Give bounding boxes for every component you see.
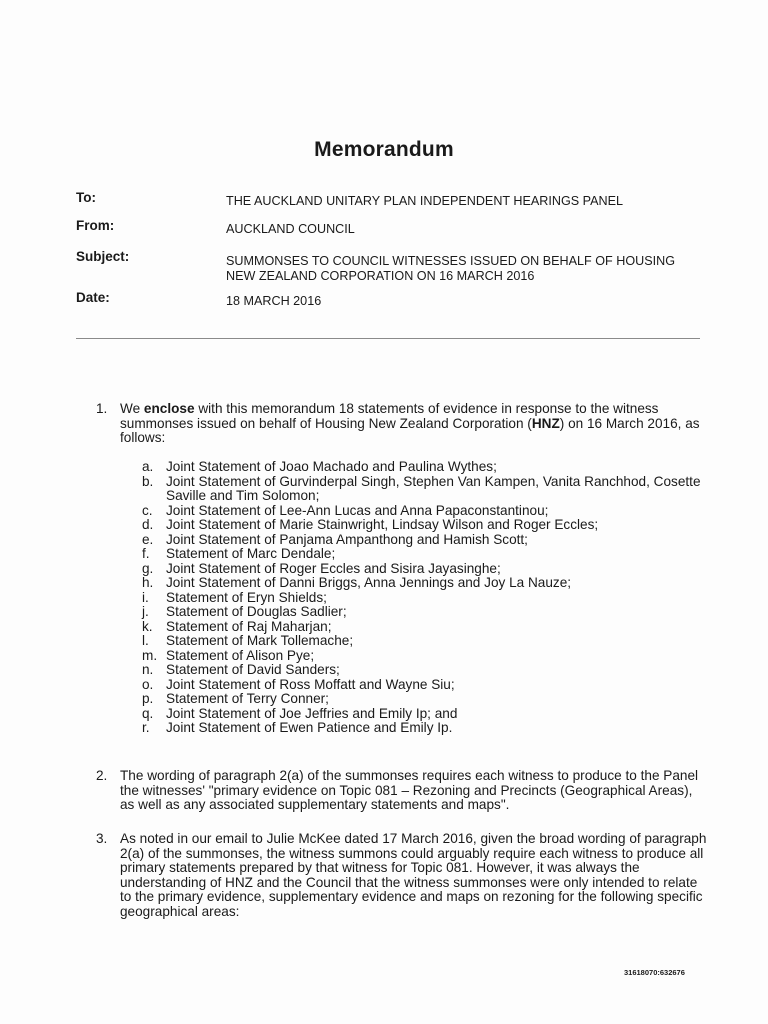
list-item (140, 649, 705, 664)
list-item (140, 460, 705, 475)
list-letter: p. (142, 691, 154, 706)
list-letter: o. (142, 676, 154, 692)
from-value: AUCKLAND COUNCIL (226, 222, 355, 236)
list-item-text: Joint Statement of Ewen Patience and Emily Ip. (166, 720, 453, 735)
list-letter: i. (142, 589, 149, 605)
list-letter: j. (142, 604, 149, 619)
list-item-text: Joint Statement of Gurvinderpal Singh, Stephen Van Kampen, Vanita Ranchhod, Cosette Saville and Tim Solomon; (166, 473, 701, 503)
list-item (140, 707, 705, 722)
list-item (140, 518, 705, 533)
list-item (140, 620, 705, 635)
from-label: From: (76, 218, 115, 233)
list-item-text: Joint Statement of Lee-Ann Lucas and Anna Papaconstantinou; (166, 502, 549, 518)
paragraph-2 (96, 769, 708, 813)
paragraph-bold-text: HNZ (531, 415, 560, 431)
list-letter: a. (142, 459, 154, 474)
list-letter: h. (142, 575, 154, 590)
list-item-text: Statement of Marc Dendale; (166, 546, 336, 561)
list-item-text: Joint Statement of Roger Eccles and Sisira Jayasinghe; (166, 560, 501, 576)
paragraph-text-part: We (120, 401, 144, 416)
list-letter: q. (142, 705, 154, 721)
paragraph-number: 2. (96, 768, 108, 783)
list-item (140, 576, 705, 591)
list-item-text: Joint Statement of Ross Moffatt and Wayne Siu; (166, 676, 455, 692)
paragraph-text: The wording of paragraph 2(a) of the summonses requires each witness to produce to the Panel the witnesses' "primary evidence on Topic 081 – Rezoning and Precincts (Geographical Areas), as well as any associated supplementary statements and maps". (120, 768, 699, 812)
list-item (140, 504, 705, 519)
paragraph-text (120, 402, 708, 446)
list-item (140, 678, 705, 693)
list-letter: m. (142, 647, 158, 663)
paragraph-text: As noted in our email to Julie McKee dated 17 March 2016, given the broad wording of paragraph 2(a) of the summonses, the witness summons could arguably require each witness to produce all primary statements prepared by that witness for Topic 081. However, it was always the understanding of HNZ and the Council that the witness summonses were only intended to relate to the primary evidence, supplementary evidence and maps on rezoning for the following specific geographical areas: (120, 831, 707, 919)
list-letter: l. (142, 633, 149, 648)
list-item-text: Statement of Terry Conner; (166, 691, 329, 706)
list-letter: r. (142, 720, 150, 735)
paragraph-1 (96, 402, 708, 446)
list-letter: f. (142, 546, 150, 561)
header-divider (76, 338, 700, 339)
date-value: 18 MARCH 2016 (226, 294, 322, 308)
subject-label: Subject: (76, 249, 130, 264)
list-item-text: Joint Statement of Marie Stainwright, Lindsay Wilson and Roger Eccles; (166, 517, 599, 532)
list-item-text: Statement of Douglas Sadlier; (166, 604, 347, 619)
list-item (140, 634, 705, 649)
list-letter: g. (142, 560, 154, 576)
list-item-text: Statement of Raj Maharjan; (166, 618, 332, 634)
list-item (140, 605, 705, 620)
to-value: THE AUCKLAND UNITARY PLAN INDEPENDENT HEARINGS PANEL (226, 194, 624, 208)
list-letter: k. (142, 618, 153, 634)
subject-value: SUMMONSES TO COUNCIL WITNESSES ISSUED ON BEHALF OF HOUSING NEW ZEALAND CORPORATION ON 16 MARCH 2016 (226, 254, 676, 283)
list-item (140, 475, 705, 504)
list-item-text: Statement of David Sanders; (166, 662, 340, 677)
document-reference: 31618070:632676 (624, 968, 685, 977)
paragraph-3 (96, 832, 708, 919)
date-label: Date: (76, 290, 110, 305)
list-letter: d. (142, 517, 154, 532)
list-item (140, 547, 705, 562)
list-item (140, 663, 705, 678)
statement-list (140, 460, 705, 736)
paragraph-number: 3. (96, 831, 108, 846)
list-item-text: Joint Statement of Danni Briggs, Anna Jennings and Joy La Nauze; (166, 575, 572, 590)
list-item-text: Joint Statement of Joe Jeffries and Emily Ip; and (166, 705, 458, 721)
to-label: To: (76, 190, 96, 205)
list-item-text: Statement of Mark Tollemache; (166, 633, 354, 648)
list-item (140, 692, 705, 707)
paragraph-text-part: with this memorandum 18 statements of evidence in response to the witness summonses issued on behalf of Housing New Zealand Corporation ( (120, 401, 659, 431)
list-item-text: Statement of Alison Pye; (166, 647, 315, 663)
list-item (140, 533, 705, 548)
list-letter: b. (142, 473, 154, 489)
list-letter: n. (142, 662, 154, 677)
list-item (140, 721, 705, 736)
list-item (140, 562, 705, 577)
paragraph-number: 1. (96, 401, 108, 416)
list-letter: c. (142, 502, 153, 518)
page-title: Memorandum (314, 138, 454, 161)
list-item-text: Statement of Eryn Shields; (166, 589, 327, 605)
list-item-text: Joint Statement of Panjama Ampanthong and Hamish Scott; (166, 531, 528, 547)
paragraph-bold-text: enclose (143, 401, 195, 416)
paragraph-text-part: ) on 16 March 2016, as follows: (120, 415, 700, 445)
list-item-text: Joint Statement of Joao Machado and Paulina Wythes; (166, 459, 497, 474)
list-item (140, 591, 705, 606)
list-letter: e. (142, 531, 154, 547)
